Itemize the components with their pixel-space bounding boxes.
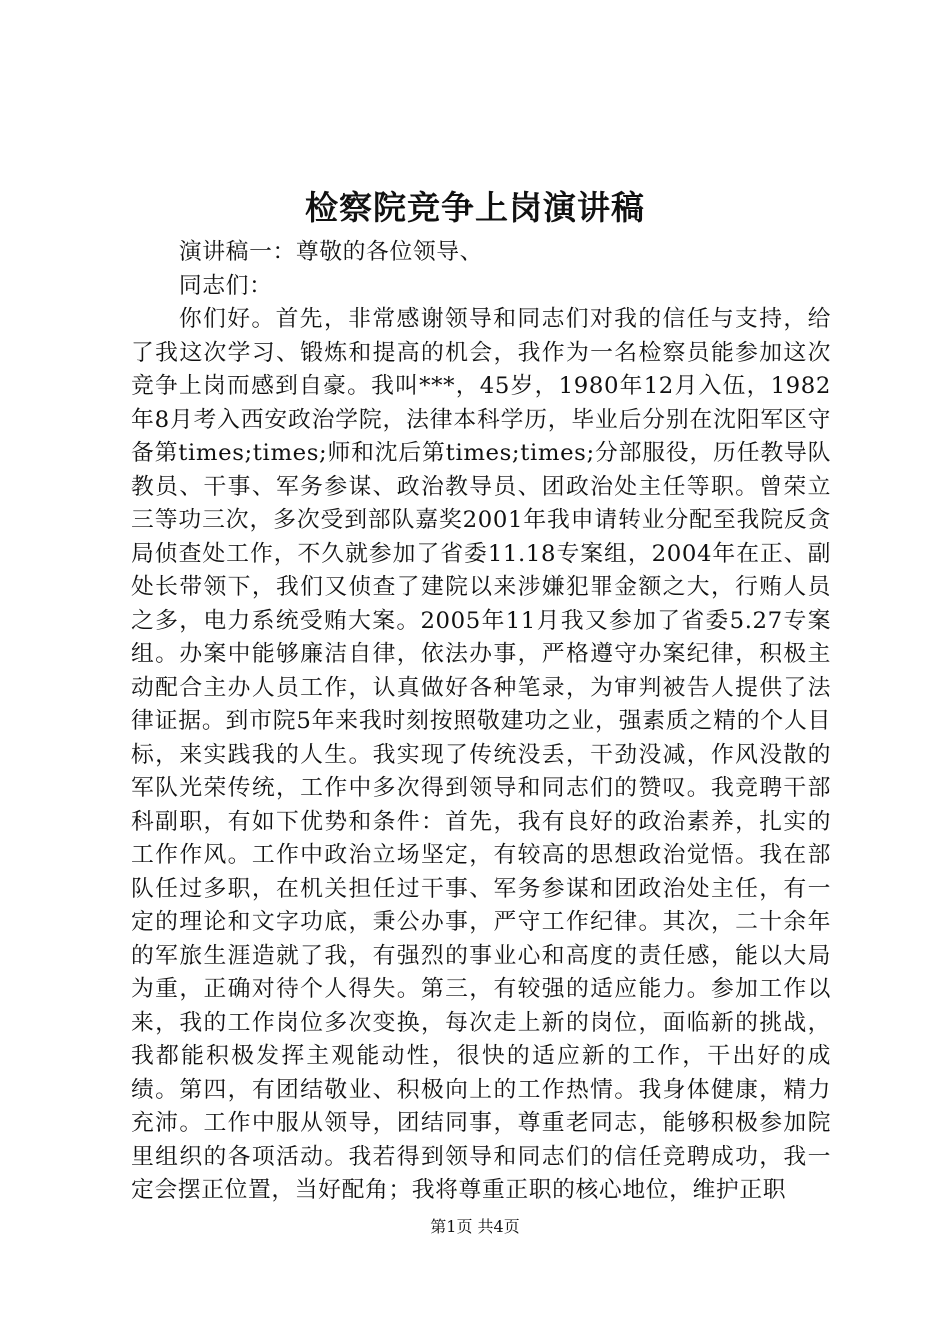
body-paragraph: 你们好。首先，非常感谢领导和同志们对我的信任与支持，给了我这次学习、锻炼和提高的机会，我作为一名检察员能参加这次竞争上岗而感到自豪。我叫***，45岁，1980年12月入伍，1982年8月考入西安政治学院，法律本科学历，毕业后分别在沈阳军区守备第times;times;师和沈后第times;times;分部服役，历任教导队教员、干事、军务参谋、政治教导员、团政治处主任等职。曾荣立三等功三次，多次受到部队嘉奖2001年我申请转业分配至我院反贪局侦查处工作，不久就参加了省委11.18专案组，2004年在正、副处长带领下，我们又侦查了建院以来涉嫌犯罪金额之大，行贿人员之多，电力系统受贿大案。2005年11月我又参加了省委5.27专案组。办案中能够廉洁自律，依法办事，严格遵守办案纪律，积极主动配合主办人员工作，认真做好各种笔录，为审判被告人提供了法律证据。到市院5年来我时刻按照敬建功之业，强素质之精的个人目标，来实践我的人生。我实现了传统没丢，干劲没减，作风没散的军队光荣传统，工作中多次得到领导和同志们的赞叹。我竞聘干部科副职，有如下优势和条件：首先，我有良好的政治素养，扎实的工作作风。工作中政治立场坚定，有较高的思想政治觉悟。我在部队任过多职，在机关担任过干事、军务参谋和团政治处主任，有一定的理论和文字功底，秉公办事，严守工作纪律。其次，二十余年的军旅生涯造就了我，有强烈的事业心和高度的责任感，能以大局为重，正确对待个人得失。第三，有较强的适应能力。参加工作以来，我的工作岗位多次变换，每次走上新的岗位，面临新的挑战，我都能积极发挥主观能动性，很快的适应新的工作，干出好的成绩。第四，有团结敬业、积极向上的工作热情。我身体健康，精力充沛。工作中服从领导，团结同事，尊重老同志，能够积极参加院里组织的各项活动。我若得到领导和同志们的信任竞聘成功，我一定会摆正位置，当好配角；我将尊重正职的核心地位，维护正职 [131, 306, 831, 1203]
document-title: 检察院竞争上岗演讲稿 [305, 188, 645, 227]
salutation-line: 同志们： [178, 272, 273, 299]
greeting-line: 演讲稿一：尊敬的各位领导、 [178, 239, 484, 265]
page-number-footer: 第1页 共4页 [430, 1217, 520, 1236]
document-body [131, 236, 831, 1208]
